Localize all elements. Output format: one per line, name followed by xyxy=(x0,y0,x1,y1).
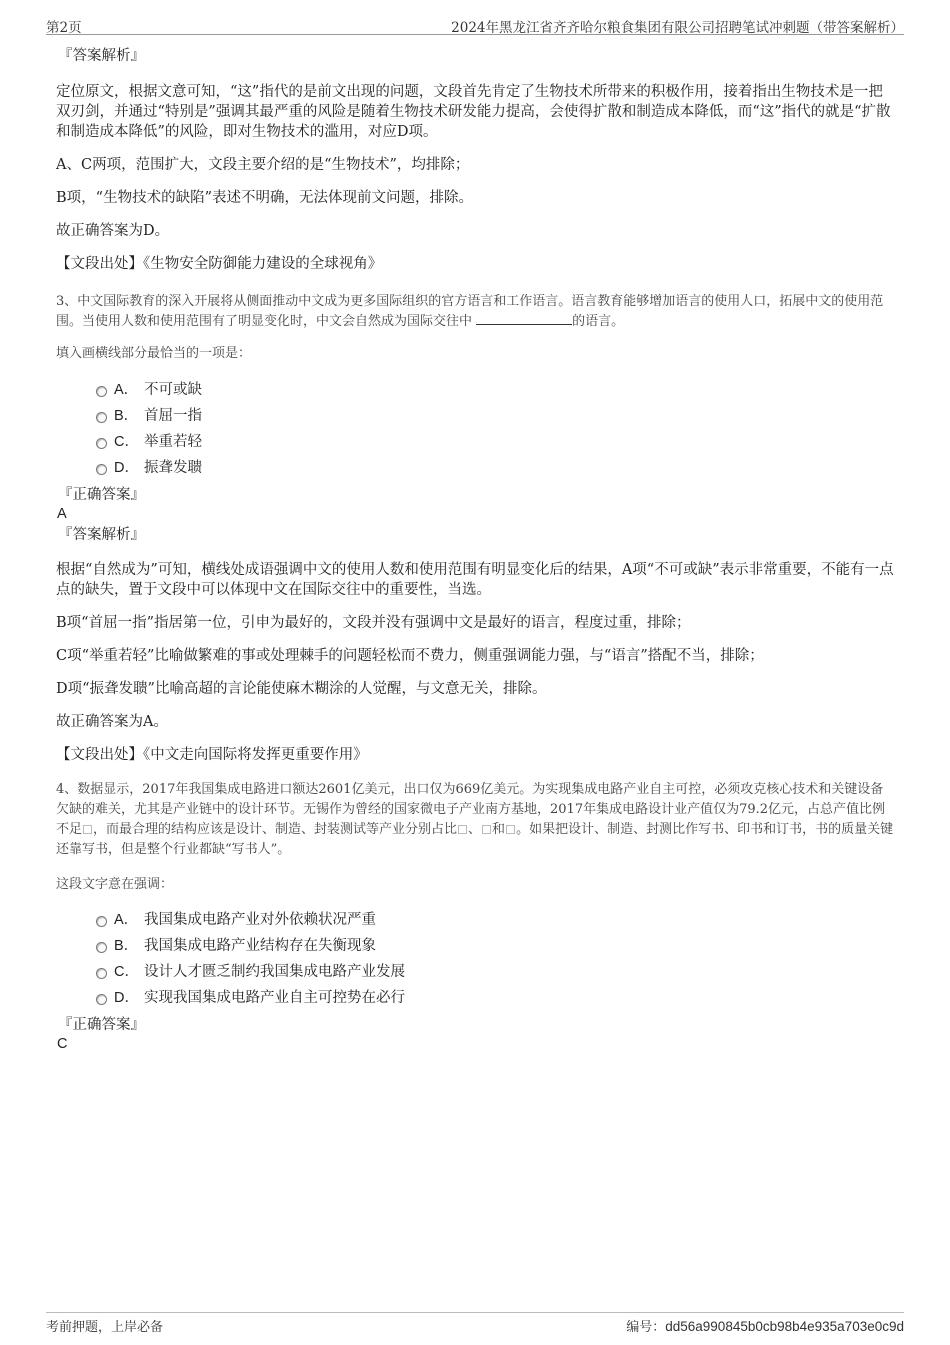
page-header xyxy=(46,14,904,35)
option-b[interactable]: B． 首屈一指 xyxy=(56,403,896,429)
missing-value-box xyxy=(458,825,467,834)
analysis-paragraph: B项“首屈一指”指居第一位，引申为最好的，文段并没有强调中文是最好的语言，程度过重，排除； xyxy=(56,615,691,631)
radio-icon[interactable] xyxy=(96,438,107,449)
q2-analysis xyxy=(56,46,896,274)
missing-value-box xyxy=(83,825,92,834)
correct-answer-heading: 『正确答案』 xyxy=(58,1017,145,1033)
option-a[interactable]: A． 我国集成电路产业对外依赖状况严重 xyxy=(56,907,896,933)
radio-icon[interactable] xyxy=(96,916,107,927)
document-code: 编号：dd56a990845b0cb98b4e935a703e0c9d xyxy=(626,1319,904,1335)
analysis-paragraph: D项“振聋发聩”比喻高超的言论能使麻木糊涂的人觉醒，与文意无关，排除。 xyxy=(56,681,547,697)
footer-slogan: 考前押题，上岸必备 xyxy=(46,1320,164,1335)
radio-icon[interactable] xyxy=(96,464,107,475)
radio-icon[interactable] xyxy=(96,994,107,1005)
radio-icon[interactable] xyxy=(96,386,107,397)
correct-answer: A xyxy=(57,506,67,522)
option-c[interactable]: C． 设计人才匮乏制约我国集成电路产业发展 xyxy=(56,959,896,985)
analysis-conclusion: 故正确答案为D。 xyxy=(56,223,170,239)
source-citation: 【文段出处】《生物安全防御能力建设的全球视角》 xyxy=(56,256,383,272)
option-a[interactable]: A． 不可或缺 xyxy=(56,377,896,403)
analysis-paragraph: A、C两项，范围扩大，文段主要介绍的是“生物技术”，均排除； xyxy=(56,157,470,173)
option-list xyxy=(56,377,896,481)
correct-answer-heading: 『正确答案』 xyxy=(58,487,145,503)
question-prompt: 这段文字意在强调： xyxy=(56,877,174,892)
question-stem: 3、中文国际教育的深入开展将从侧面推动中文成为更多国际组织的官方语言和工作语言。语言教育能够增加语言的使用人口，拓展中文的使用范围。当使用人数和使用范围有了明显变化时，中文会自然成为国际交往中 的语言。 xyxy=(56,294,884,329)
analysis-heading: 『答案解析』 xyxy=(58,527,145,543)
option-list xyxy=(56,907,896,1011)
radio-icon[interactable] xyxy=(96,942,107,953)
missing-value-box xyxy=(506,825,515,834)
option-c[interactable]: C． 举重若轻 xyxy=(56,429,896,455)
analysis-paragraph: 定位原文，根据文意可知，“这”指代的是前文出现的问题，文段首先肯定了生物技术所带来的积极作用，接着指出生物技术是一把双刃剑，并通过“特别是”强调其最严重的风险是随着生物技术研发能力提高，会使得扩散和制造成本降低，而“这”指代的就是“扩散和制造成本降低”的风险，即对生物技术的滥用，对应D项。 xyxy=(56,84,891,140)
analysis-paragraph: C项“举重若轻”比喻做繁难的事或处理棘手的问题轻松而不费力，侧重强调能力强，与“语言”搭配不当，排除； xyxy=(56,648,764,664)
page-footer xyxy=(46,1312,904,1335)
question-stem: 4、数据显示，2017年我国集成电路进口额达2601亿美元，出口仅为669亿美元。为实现集成电路产业自主可控，必须攻克核心技术和关键设备欠缺的难关，尤其是产业链中的设计环节。无锡作为曾经的国家微电子产业南方基地，2017年集成电路设计业产值仅为79.2亿元，占总产值比例不足 ，而最合理的结构应该是设计、制造、封装测试等产业分别占比 、 和 。如果把设计、制造、封测比作写书、印书和订书，书的质量关键还靠写书，但是整个行业都缺“写书人”。 xyxy=(56,782,894,857)
analysis-conclusion: 故正确答案为A。 xyxy=(56,714,168,730)
option-d[interactable]: D． 振聋发聩 xyxy=(56,455,896,481)
answer-blank xyxy=(476,312,572,325)
source-citation: 【文段出处】《中文走向国际将发挥更重要作用》 xyxy=(56,747,368,763)
question-4 xyxy=(56,780,896,1053)
option-b[interactable]: B． 我国集成电路产业结构存在失衡现象 xyxy=(56,933,896,959)
correct-answer: C xyxy=(57,1036,68,1052)
page-content xyxy=(56,44,896,1053)
question-prompt: 填入画横线部分最恰当的一项是： xyxy=(56,346,252,361)
analysis-paragraph: 根据“自然成为”可知，横线处成语强调中文的使用人数和使用范围有明显变化后的结果，A项“不可或缺”表示非常重要，不能有一点点的缺失，置于文段中可以体现中文在国际交往中的重要性，当选。 xyxy=(56,562,894,598)
radio-icon[interactable] xyxy=(96,968,107,979)
radio-icon[interactable] xyxy=(96,412,107,423)
document-title: 2024年黑龙江省齐齐哈尔粮食集团有限公司招聘笔试冲刺题（带答案解析） xyxy=(451,20,904,36)
analysis-heading: 『答案解析』 xyxy=(58,48,145,64)
analysis-paragraph: B项，“生物技术的缺陷”表述不明确，无法体现前文问题，排除。 xyxy=(56,190,473,206)
missing-value-box xyxy=(482,825,491,834)
option-d[interactable]: D． 实现我国集成电路产业自主可控势在必行 xyxy=(56,985,896,1011)
question-3 xyxy=(56,292,896,765)
page-number: 第2页 xyxy=(46,20,82,36)
